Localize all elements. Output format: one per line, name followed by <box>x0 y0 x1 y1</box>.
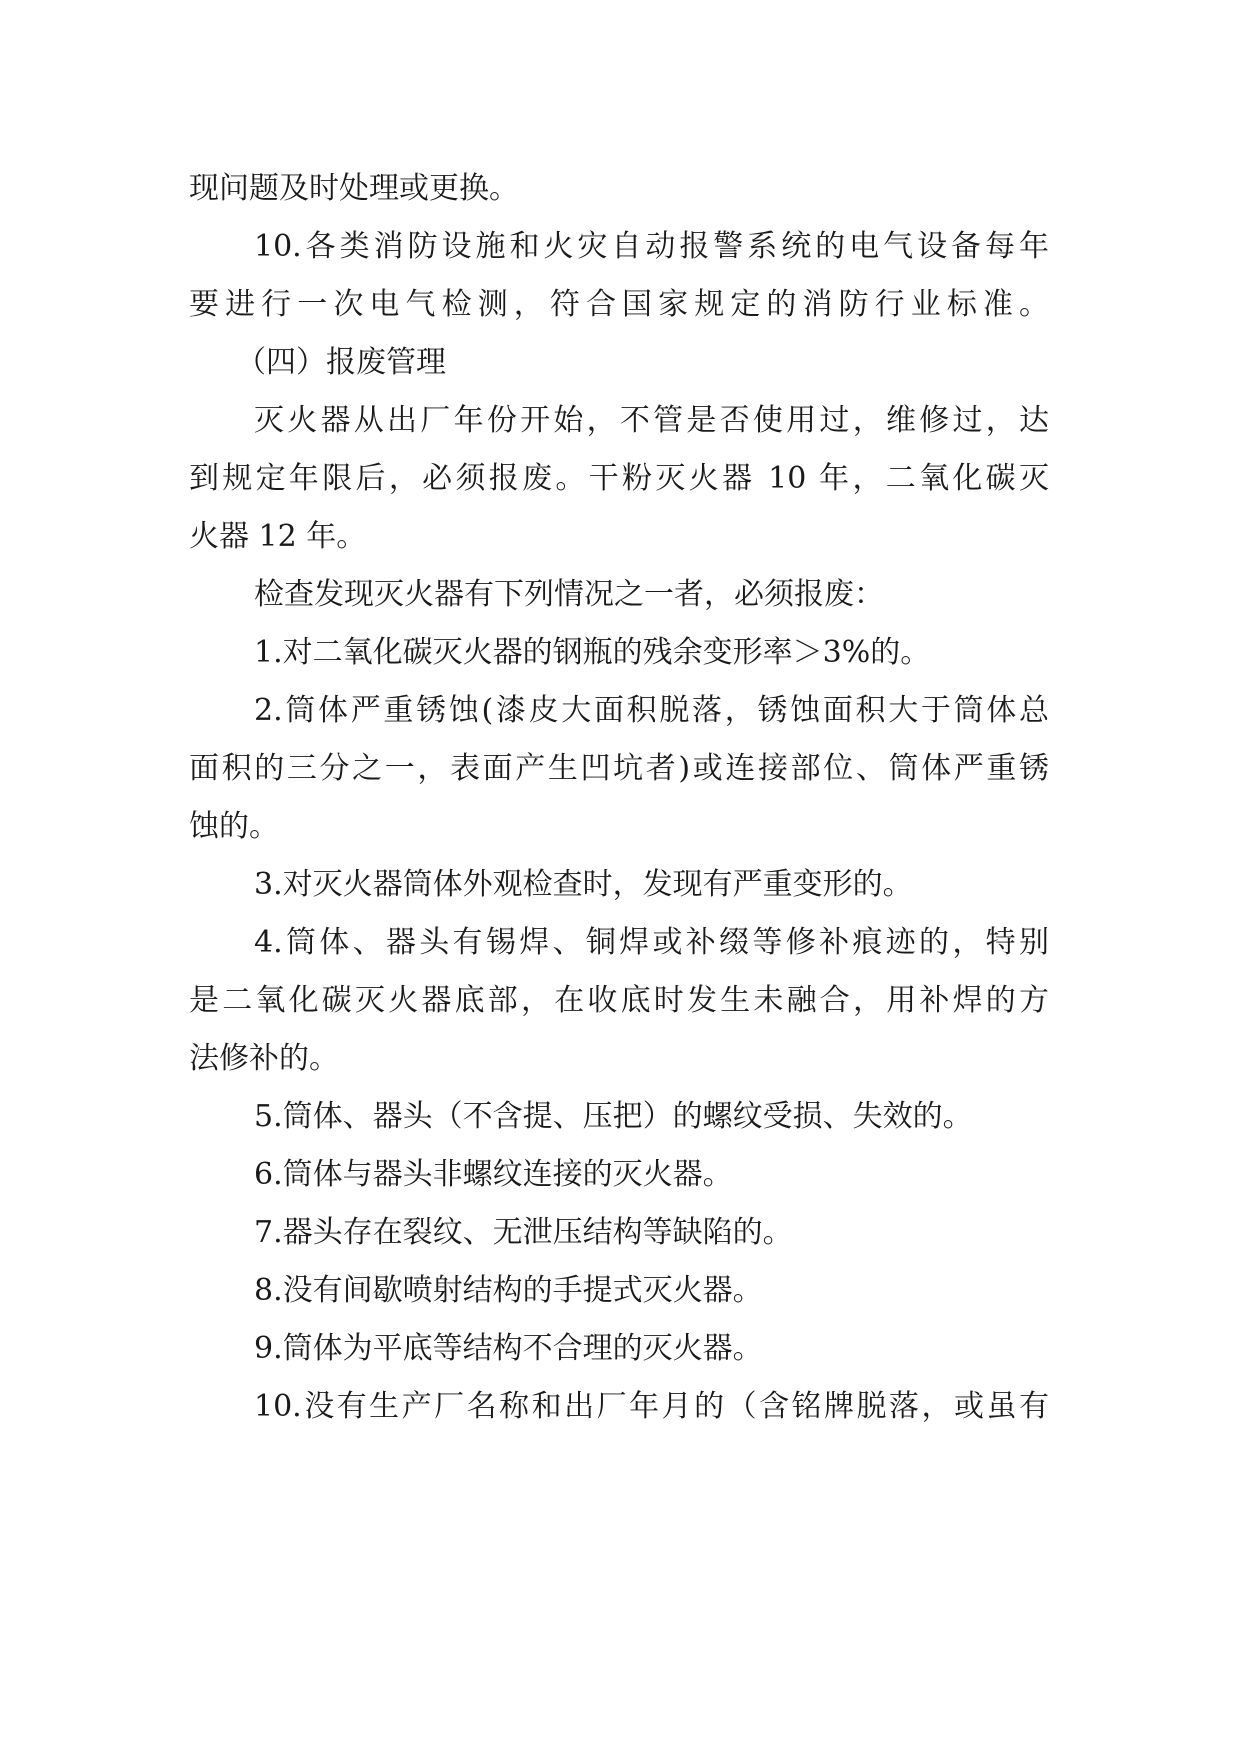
list-item: 2.筒体严重锈蚀(漆皮大面积脱落，锈蚀面积大于筒体总 <box>254 693 1049 728</box>
text-line: 灭火器从出厂年份开始，不管是否使用过，维修过，达 <box>254 403 1049 438</box>
list-item: 10.没有生产厂名称和出厂年月的（含铭牌脱落，或虽有 <box>254 1389 1049 1424</box>
text-line: 蚀的。 <box>189 809 279 844</box>
section-heading: （四）报废管理 <box>236 345 446 380</box>
text-line: 要进行一次电气检测，符合国家规定的消防行业标准。 <box>189 287 1049 322</box>
text-line: 面积的三分之一，表面产生凹坑者)或连接部位、筒体严重锈 <box>189 751 1049 786</box>
text-line: 现问题及时处理或更换。 <box>189 171 519 206</box>
text-line: 检查发现灭火器有下列情况之一者，必须报废： <box>254 577 884 612</box>
text-line: 是二氧化碳灭火器底部，在收底时发生未融合，用补焊的方 <box>189 983 1049 1018</box>
text-line: 火器 12 年。 <box>189 519 367 554</box>
text-line: 到规定年限后，必须报废。干粉灭火器 10 年，二氧化碳灭 <box>189 461 1049 496</box>
list-item: 5.筒体、器头（不含提、压把）的螺纹受损、失效的。 <box>254 1099 973 1134</box>
text-line: 10.各类消防设施和火灾自动报警系统的电气设备每年 <box>254 229 1049 264</box>
list-item: 6.筒体与器头非螺纹连接的灭火器。 <box>254 1157 733 1192</box>
text-line: 法修补的。 <box>189 1041 339 1076</box>
list-item: 1.对二氧化碳灭火器的钢瓶的残余变形率＞3%的。 <box>254 635 931 670</box>
list-item: 4.筒体、器头有锡焊、铜焊或补缀等修补痕迹的，特别 <box>254 925 1049 960</box>
list-item: 9.筒体为平底等结构不合理的灭火器。 <box>254 1331 763 1366</box>
list-item: 7.器头存在裂纹、无泄压结构等缺陷的。 <box>254 1215 793 1250</box>
list-item: 3.对灭火器筒体外观检查时，发现有严重变形的。 <box>254 867 913 902</box>
list-item: 8.没有间歇喷射结构的手提式灭火器。 <box>254 1273 763 1308</box>
